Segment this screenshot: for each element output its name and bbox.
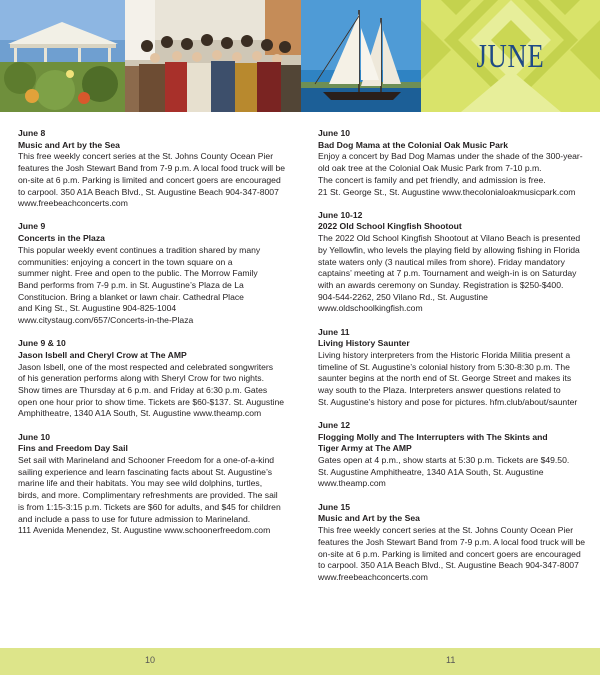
event-text-line: This free weekly concert series at the St. Johns County Ocean Pier (318, 525, 574, 536)
event-text-line: captains’ meeting at 7 p.m. Tournament and weigh-in is on Saturday (318, 268, 577, 279)
event-text-line: of his generation performs along with Sheryl Crow for two nights. (18, 373, 264, 384)
month-title: JUNE (476, 38, 545, 75)
right-event-column (318, 128, 588, 595)
event-text-line: Set sail with Marineland and Schooner Freedom for a one-of-a-kind (18, 455, 275, 466)
event-text-line: by Yellowfin, who levels the playing field by allowing fishing in Florida (318, 244, 580, 255)
event-text-line: old oak tree at the Colonial Oak Music Park from 7-10 p.m. (318, 163, 542, 174)
event-text-line: Band performs from 7-9 p.m. in St. Augustine’s Plaza de La (18, 279, 244, 290)
page-number-right: 11 (446, 655, 456, 665)
event-entry (318, 210, 588, 315)
event-text-line: 904-544-2262, 250 Vilano Rd., St. Augustine www.oldschoolkingfish.com (318, 291, 488, 314)
event-text-line: Jason Isbell, one of the most respected and celebrated songwriters (18, 361, 274, 372)
event-text-line: Gates open at 4 p.m., show starts at 5:30 p.m. Tickets are $49.50. (318, 455, 570, 466)
event-text-line: www.citystaug.com/657/Concerts-in-the-Plaza (18, 315, 194, 326)
event-entry (318, 502, 588, 584)
event-text-line: Enjoy a concert by Bad Dog Mamas under the shade of the 300-year- (318, 151, 583, 162)
event-date: June 12 (318, 419, 351, 430)
event-text-line: state waters only (3 nautical miles from shore). Friday mandatory (318, 256, 565, 267)
event-date: June 9 & 10 (18, 338, 66, 349)
event-entry (18, 221, 288, 326)
event-text-line: Living history interpreters from the Historic Florida Militia present a (318, 349, 571, 360)
event-text-line: www.freebeachconcerts.com (18, 198, 128, 209)
event-date: June 10-12 (318, 209, 363, 220)
event-date: June 9 (18, 221, 46, 232)
event-date: June 10 (318, 128, 351, 138)
event-text-line: open one hour prior to show time. Tickets are $60-$137. St. Augustine (18, 396, 285, 407)
event-entry (18, 128, 288, 210)
event-text-line: This popular weekly event continues a tradition shared by many (18, 244, 261, 255)
event-entry (18, 338, 288, 420)
event-text-line: This free weekly concert series at the St. Johns County Ocean Pier (18, 151, 274, 162)
event-date: June 15 (318, 501, 351, 512)
event-text-line: St. Augustine Amphitheatre, 1340 A1A South, St. Augustine (318, 466, 544, 477)
event-text-line: communities: enjoying a concert in the town square on a (18, 256, 233, 267)
event-text-line: and King St., St. Augustine 904-825-1004 (18, 303, 177, 314)
event-text-line: on-site at 6 p.m. Parking is limited and concert goers are encouraged (318, 548, 581, 559)
event-title: Music and Art by the Sea (318, 513, 420, 524)
event-title: Flogging Molly and The Interrupters with The Skints and (318, 431, 548, 442)
event-date: June 10 (18, 431, 51, 442)
event-title: Concerts in the Plaza (18, 233, 105, 244)
event-text-line: marine life and their habitats. You may see wild dolphins, turtles, (18, 478, 263, 489)
event-text-line: timeline of St. Augustine’s colonial history from 5:30-8:30 p.m. The (318, 361, 570, 372)
event-date: June 8 (18, 128, 46, 138)
event-text-line: Constitucion. Bring a blanket or lawn chair. Cathedral Place (18, 291, 244, 302)
event-text-line: way south to the Plaza. Interpreters answer questions related to (318, 385, 561, 396)
reenactors-photo (125, 0, 301, 112)
page-number-left: 10 (145, 655, 156, 665)
event-text-line: and include a pass to use for future admission to Marineland. (18, 513, 251, 524)
event-text-line: with an awards ceremony on Sunday. Registration is $250-$400. (318, 279, 564, 290)
event-text-line: The concert is family and pet friendly, and admission is free. (318, 174, 546, 185)
event-text-line: is from 1:15-3:15 p.m. Tickets are $60 for adults, and $45 for children (18, 501, 281, 512)
event-text-line: features the Josh Stewart Band from 7-9 p.m. A local food truck will be (18, 163, 286, 174)
event-title: 2022 Old School Kingfish Shootout (318, 221, 462, 232)
event-title: Jason Isbell and Cheryl Crow at The AMP (18, 349, 187, 360)
event-title: Bad Dog Mama at the Colonial Oak Music Park (318, 139, 509, 150)
event-text-line: summer night. Free and open to the public. The Morrow Family (18, 268, 258, 279)
event-title: Living History Saunter (318, 338, 410, 349)
event-text-line: on-site at 6 p.m. Parking is limited and concert goers are encouraged (18, 174, 281, 185)
event-title: Fins and Freedom Day Sail (18, 443, 128, 454)
event-text-line: Amphitheatre, 1340 A1A South, St. Augustine www.theamp.com (18, 408, 262, 419)
event-entry (318, 128, 588, 198)
event-text-line: 111 Avenida Menendez, St. Augustine www.schoonerfreedom.com (18, 525, 271, 536)
event-text-line: to carpool. 350 A1A Beach Blvd., St. Augustine Beach 904-347-8007 (18, 186, 279, 197)
footer-band (0, 648, 600, 675)
event-text-line: features the Josh Stewart Band from 7-9 p.m. A local food truck will be (318, 536, 586, 547)
event-text-line: www.theamp.com (318, 478, 386, 489)
event-text-line: www.freebeachconcerts.com (318, 571, 428, 582)
event-date: June 11 (318, 326, 350, 337)
event-title-cont: Tiger Army at The AMP (318, 443, 412, 454)
event-text-line: sailing experience and learn fascinating facts about St. Augustine’s (18, 466, 272, 477)
pavilion-photo (0, 0, 125, 112)
event-text-line: birds, and more. Complimentary refreshments are provided. The sail (18, 490, 278, 501)
event-entry (318, 327, 588, 409)
event-text-line: St. Augustine’s history and pose for pictures. hfm.club/about/saunter (318, 396, 578, 407)
event-text-line: to carpool. 350 A1A Beach Blvd., St. Augustine Beach 904-347-8007 (318, 560, 579, 571)
event-text-line: saunter begins at the north end of St. George Street and makes its (318, 373, 572, 384)
event-title: Music and Art by the Sea (18, 139, 120, 150)
event-text-line: Show times are Thursday at 6 p.m. and Friday at 6:30 p.m. Gates (18, 385, 268, 396)
event-text-line: 21 St. George St., St. Augustine www.thecolonialoakmusicpark.com (318, 186, 576, 197)
schooner-photo (301, 0, 421, 112)
month-banner (421, 0, 600, 112)
event-entry (318, 420, 588, 490)
event-entry (18, 432, 288, 537)
event-text-line: The 2022 Old School Kingfish Shootout at Vilano Beach is presented (318, 233, 581, 244)
left-event-column (18, 128, 288, 549)
